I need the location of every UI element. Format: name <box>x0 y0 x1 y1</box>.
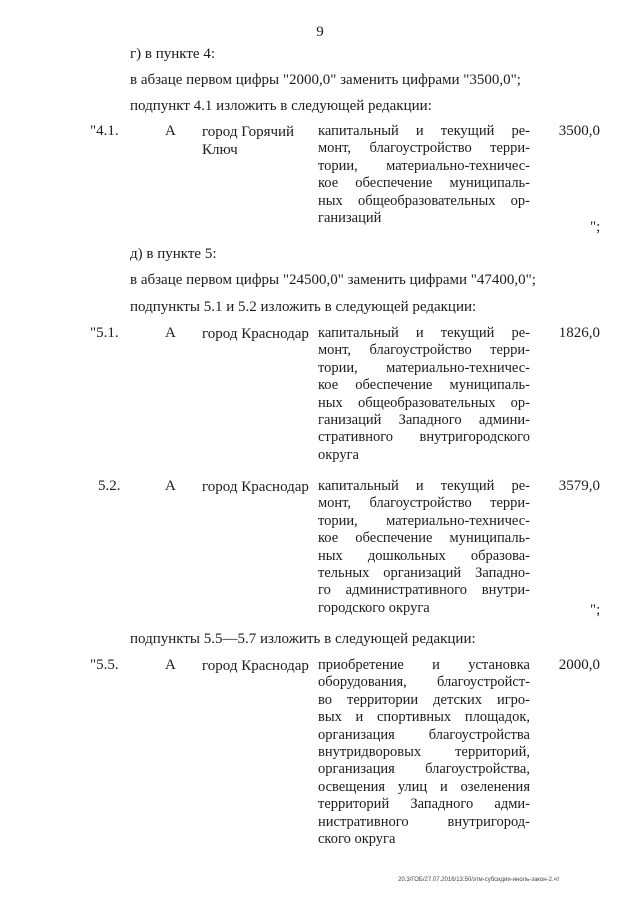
municipality-line: город Краснодар <box>202 326 309 342</box>
description-line: организация благоустройства, <box>318 761 530 778</box>
description-line: стративного внутригородского <box>318 429 530 446</box>
description-line: капитальный и текущий ре- <box>318 123 530 139</box>
description-line: монт, благоустройство терри- <box>318 140 530 157</box>
closing-quote: "; <box>590 602 601 618</box>
row-description <box>318 478 530 617</box>
paragraph-d-1: в абзаце первом цифры "24500,0" заменить цифрами "47400,0"; <box>130 272 536 288</box>
description-line: кое обеспечение муниципаль- <box>318 530 530 547</box>
row-value: 1826,0 <box>558 325 600 341</box>
row-category: А <box>165 123 176 139</box>
description-line: тории, материально-техничес- <box>318 157 530 174</box>
page-number: 9 <box>316 24 324 40</box>
row-description <box>318 123 530 227</box>
row-municipality <box>202 657 309 675</box>
description-line: территорий Западного адми- <box>318 796 530 813</box>
description-line: тории, материально-техничес- <box>318 359 530 376</box>
description-line: городского округа <box>318 599 430 616</box>
row-category: А <box>165 657 176 673</box>
description-line: монт, благоустройство терри- <box>318 495 530 512</box>
municipality-line: Ключ <box>202 142 238 158</box>
row-description <box>318 657 530 848</box>
description-line: капитальный и текущий ре- <box>318 478 530 494</box>
closing-quote: "; <box>590 219 601 235</box>
description-line: во территории детских игро- <box>318 691 530 708</box>
row-value: 3579,0 <box>558 478 600 494</box>
description-line: капитальный и текущий ре- <box>318 325 530 341</box>
description-line: приобретение и установка <box>318 657 530 673</box>
municipality-line: город Краснодар <box>202 658 309 674</box>
row-description <box>318 325 530 464</box>
description-line: ных дошкольных образова- <box>318 547 530 564</box>
description-line: тельных организаций Западно- <box>318 565 530 582</box>
paragraph-d: д) в пункте 5: <box>130 246 217 262</box>
description-line: внутридворовых территорий, <box>318 744 530 761</box>
description-line: оборудования, благоустройст- <box>318 674 530 691</box>
description-line: освещения улиц и озеленения <box>318 778 530 795</box>
description-line: вых и спортивных площадок, <box>318 709 530 726</box>
description-line: ганизаций <box>318 210 382 227</box>
municipality-line: город Краснодар <box>202 479 309 495</box>
footer-file-reference: 20.3/ГОБ/27.07.2016/13:50/этм-субсидии-иноль-закон-2.чт <box>398 877 560 883</box>
row-municipality <box>202 325 309 343</box>
description-line: нистративного внутригород- <box>318 813 530 830</box>
description-line: монт, благоустройство терри- <box>318 342 530 359</box>
paragraph-d-2: подпункты 5.1 и 5.2 изложить в следующей редакции: <box>130 299 477 315</box>
paragraph-e: подпункты 5.5—5.7 изложить в следующей редакции: <box>130 631 476 647</box>
row-category: А <box>165 325 176 341</box>
row-number: "4.1. <box>90 123 119 139</box>
description-line: ского округа <box>318 831 396 848</box>
description-line: округа <box>318 446 359 463</box>
description-line: организация благоустройства <box>318 726 530 743</box>
description-line: ных общеобразовательных ор- <box>318 192 530 209</box>
row-municipality <box>202 123 294 159</box>
description-line: тории, материально-техничес- <box>318 512 530 529</box>
row-municipality <box>202 478 309 496</box>
paragraph-g: г) в пункте 4: <box>130 46 216 62</box>
description-line: ных общеобразовательных ор- <box>318 394 530 411</box>
row-number: "5.5. <box>90 657 119 673</box>
description-line: ганизаций Западного админи- <box>318 412 530 429</box>
description-line: кое обеспечение муниципаль- <box>318 377 530 394</box>
row-value: 2000,0 <box>558 657 600 673</box>
paragraph-g-1: в абзаце первом цифры "2000,0" заменить цифрами "3500,0"; <box>130 72 521 88</box>
description-line: кое обеспечение муниципаль- <box>318 175 530 192</box>
paragraph-g-2: подпункт 4.1 изложить в следующей редакции: <box>130 98 432 114</box>
row-category: А <box>165 478 176 494</box>
row-number: "5.1. <box>90 325 119 341</box>
row-value: 3500,0 <box>558 123 600 139</box>
row-number: 5.2. <box>98 478 121 494</box>
municipality-line: город Горячий <box>202 124 295 140</box>
description-line: го административного внутри- <box>318 582 530 599</box>
